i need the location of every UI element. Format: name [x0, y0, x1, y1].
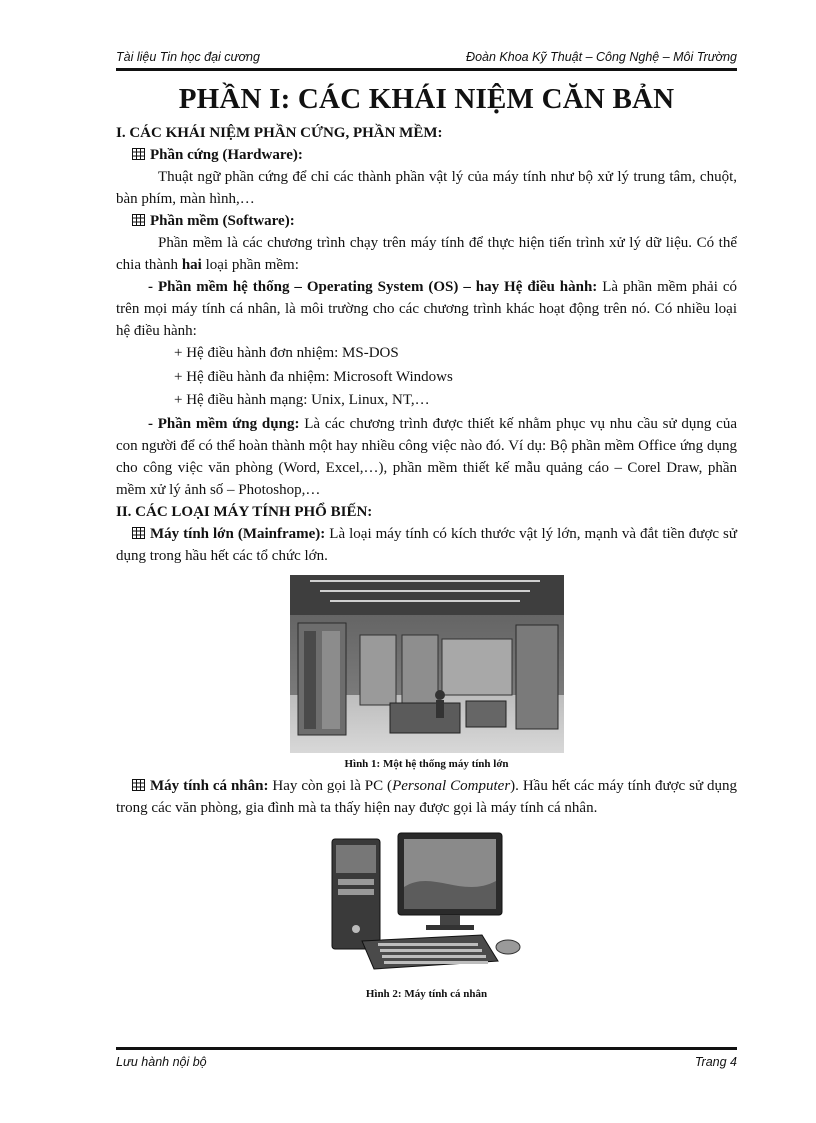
page-header	[116, 50, 737, 64]
list-item: + Hệ điều hành đa nhiệm: Microsoft Windows	[174, 368, 453, 385]
app-software-paragraph	[116, 413, 737, 501]
grid-bullet-icon	[132, 214, 145, 226]
list-item: + Hệ điều hành mạng: Unix, Linux, NT,…	[174, 392, 430, 408]
page-number: Trang 4	[694, 1055, 737, 1069]
page-title: PHẦN I: CÁC KHÁI NIỆM CĂN BẢN	[178, 83, 675, 115]
hardware-heading	[132, 144, 737, 166]
mainframe-paragraph	[116, 523, 737, 567]
grid-bullet-icon	[132, 527, 145, 539]
page-footer	[116, 1055, 737, 1069]
section-2-heading: II. CÁC LOẠI MÁY TÍNH PHỔ BIẾN:	[116, 503, 373, 520]
figure-2	[116, 829, 737, 979]
os-type-list	[174, 342, 737, 413]
header-right: Đoàn Khoa Kỹ Thuật – Công Nghệ – Môi Trường	[466, 50, 737, 64]
pc-paragraph	[116, 775, 737, 819]
software-text-1: Phần mềm là các chương trình chạy trên máy tính để thực hiện tiến trình xử lý dữ liệu. Có thể chia thành	[116, 235, 737, 273]
hardware-heading-text: Phần cứng (Hardware):	[150, 147, 303, 163]
software-heading	[132, 210, 737, 232]
pc-text-1: Hay còn gọi là PC (	[268, 777, 393, 794]
list-item: + Hệ điều hành đơn nhiệm: MS-DOS	[174, 345, 399, 361]
figure-1	[116, 575, 737, 753]
software-heading-text: Phần mềm (Software):	[150, 213, 295, 229]
system-software-text: Là phần mềm phải có trên mọi máy tính cá nhân, là môi trường cho các chương trình khác hoạt động trên nó. Có nhiều loại hệ điều hành:	[116, 279, 737, 339]
header-rule	[116, 68, 737, 71]
hardware-paragraph: Thuật ngữ phần cứng để chỉ các thành phần vật lý của máy tính như bộ xử lý trung tâm, chuột, bàn phím, màn hình,…	[116, 169, 737, 207]
system-software-label: - Phần mềm hệ thống – Operating System (OS) – hay Hệ điều hành:	[148, 279, 598, 295]
software-paragraph	[116, 232, 737, 276]
app-software-text: Là các chương trình được thiết kế nhằm phục vụ nhu cầu sử dụng của con người để có thể hoàn thành một hay nhiều công việc nào đó. Ví dụ: Bộ phần mềm Office ứng dụng cho công việc văn phòng (Word, Excel,…), phần mềm thiết kế mẫu quảng cáo – Corel Draw, phần mềm xử lý ảnh số – Photoshop,…	[116, 415, 737, 498]
pc-text-italic: Personal Computer	[392, 777, 511, 794]
footer-left: Lưu hành nội bộ	[116, 1055, 207, 1069]
section-1-heading: I. CÁC KHÁI NIỆM PHẦN CỨNG, PHẦN MỀM:	[116, 125, 443, 141]
pc-text-2: ). Hầu hết các máy tính được sử dụng trong các văn phòng, gia đình mà ta thấy hiện nay được gọi là máy tính cá nhân.	[116, 777, 738, 816]
software-text-2: loại phần mềm:	[201, 257, 299, 273]
figure-1-caption: Hình 1: Một hệ thống máy tính lớn	[344, 757, 509, 770]
system-software-paragraph	[116, 276, 737, 342]
mainframe-label: Máy tính lớn (Mainframe):	[150, 525, 326, 542]
mainframe-photo	[290, 575, 564, 753]
personal-computer-photo	[322, 829, 532, 979]
grid-bullet-icon	[132, 779, 145, 791]
grid-bullet-icon	[132, 148, 145, 160]
page-content	[116, 80, 737, 1005]
mainframe-text: Là loại máy tính có kích thước vật lý lớn, mạnh và đắt tiền được sử dụng trong hầu hết các tổ chức lớn.	[116, 525, 737, 564]
app-software-label: - Phần mềm ứng dụng:	[148, 415, 300, 432]
footer-rule	[116, 1047, 737, 1050]
figure-2-caption: Hình 2: Máy tính cá nhân	[365, 987, 488, 1000]
header-left: Tài liệu Tin học đại cương	[116, 50, 260, 64]
software-text-bold: hai	[181, 257, 202, 273]
pc-label: Máy tính cá nhân:	[150, 777, 269, 794]
